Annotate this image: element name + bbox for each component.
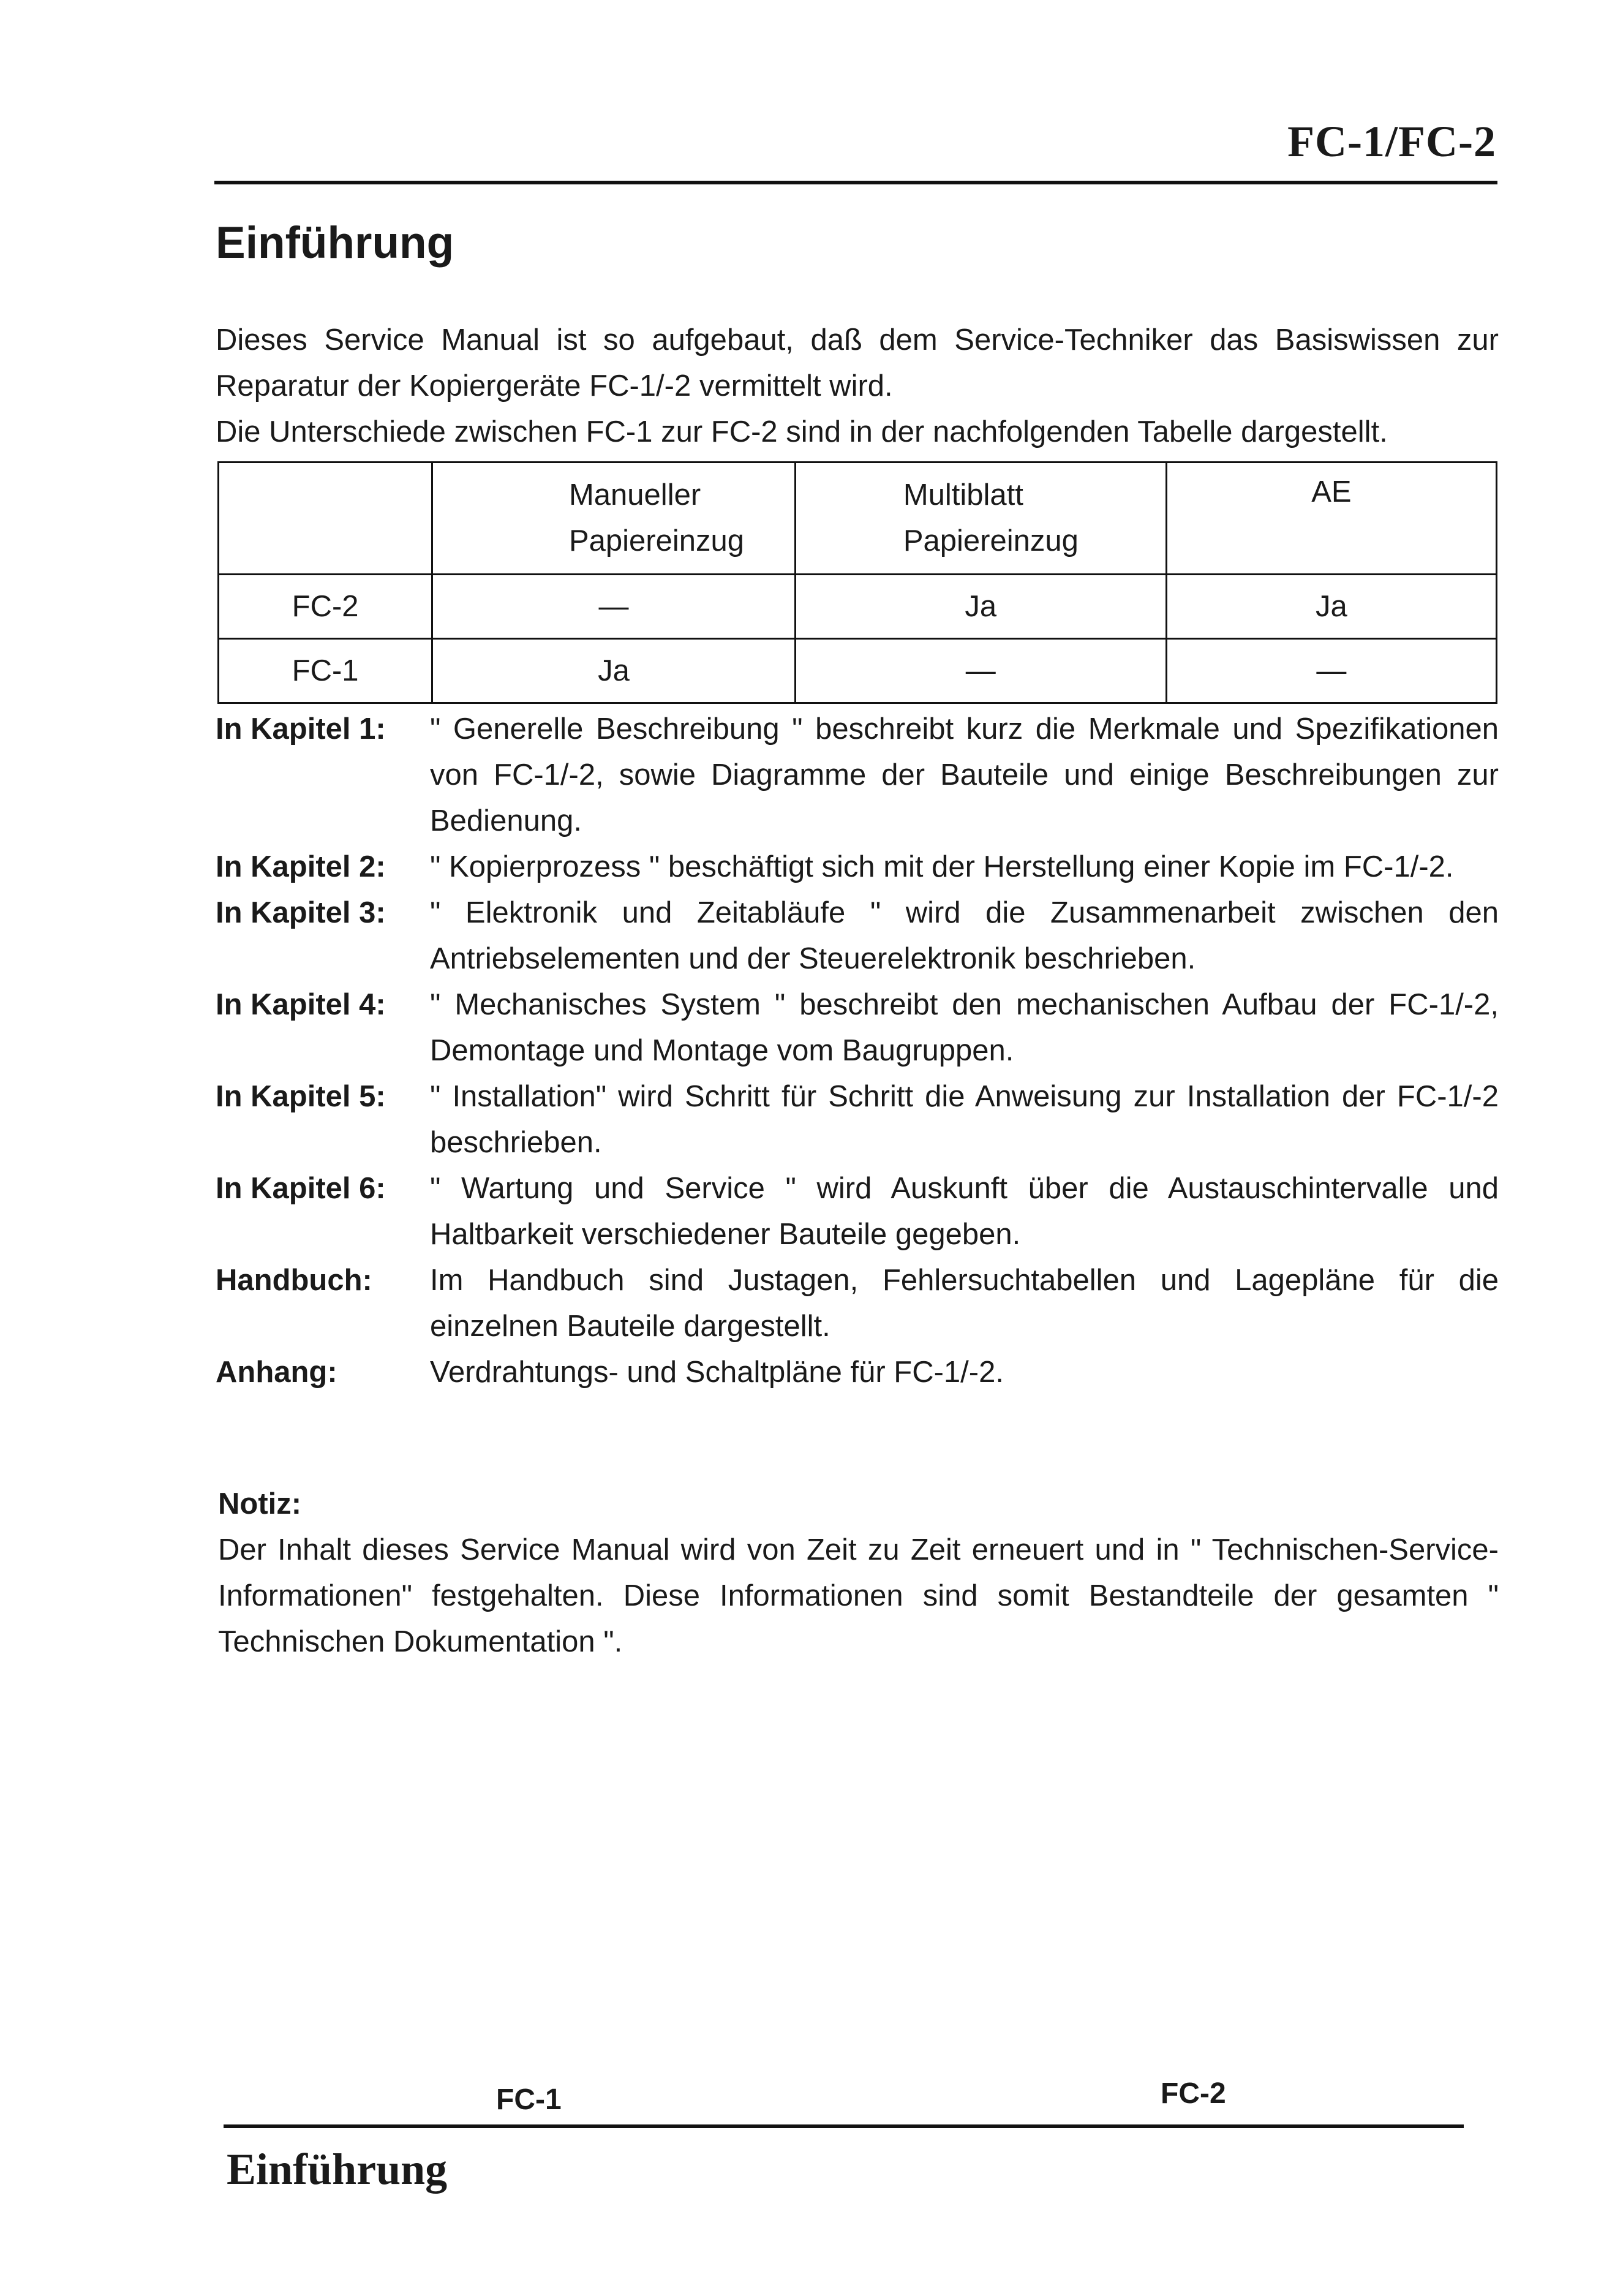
chapter-description: Im Handbuch sind Justagen, Fehlersuchtabellen und Lagepläne für die einzelnen Bauteile dargestellt. <box>430 1264 1499 1343</box>
note-section <box>218 1481 1499 1665</box>
table-header-ae-label: AE <box>1311 475 1352 508</box>
table-cell-model: FC-2 <box>219 575 432 639</box>
chapter-label: Handbuch: <box>216 1264 372 1297</box>
note-text: Der Inhalt dieses Service Manual wird von Zeit zu Zeit erneuert und in " Technischen-Service-Informationen" festgehalten. Diese Informationen sind somit Bestandteile der gesamten " Technischen Dokumentation ". <box>218 1533 1499 1658</box>
chapter-description: " Installation" wird Schritt für Schritt die Anweisung zur Installation der FC-1/-2 beschrieben. <box>430 1080 1499 1159</box>
table-header-manual <box>432 463 796 575</box>
table-header-multi-line2: Papiereinzug <box>903 524 1079 557</box>
intro-paragraph-2: Die Unterschiede zwischen FC-1 zur FC-2 sind in der nachfolgenden Tabelle dargestellt. <box>216 415 1388 448</box>
list-item <box>216 706 1499 844</box>
footer-model-left: FC-1 <box>496 2083 562 2116</box>
list-item <box>216 1166 1499 1258</box>
chapter-label: In Kapitel 4: <box>216 988 386 1021</box>
chapter-description: " Generelle Beschreibung " beschreibt kurz die Merkmale und Spezifikationen von FC-1/-2, sowie Diagramme der Bauteile und einige Beschreibungen zur Bedienung. <box>430 712 1499 837</box>
chapter-label: In Kapitel 6: <box>216 1172 386 1205</box>
comparison-table <box>217 461 1497 704</box>
table-header-manual-line1: Manueller <box>568 478 701 512</box>
table-header-empty <box>219 463 432 575</box>
header-rule <box>214 181 1497 184</box>
table-row <box>219 575 1497 639</box>
header-model-code: FC-1/FC-2 <box>1287 117 1496 166</box>
table-row <box>219 639 1497 703</box>
chapter-description: " Kopierprozess " beschäftigt sich mit der Herstellung einer Kopie im FC-1/-2. <box>430 850 1454 883</box>
footer-title: Einführung <box>227 2145 448 2194</box>
chapter-label: In Kapitel 1: <box>216 712 386 746</box>
note-label: Notiz: <box>218 1487 302 1520</box>
chapter-label: In Kapitel 5: <box>216 1080 386 1113</box>
chapter-label: In Kapitel 3: <box>216 896 386 929</box>
chapter-label: In Kapitel 2: <box>216 850 386 883</box>
footer-rule <box>224 2124 1464 2128</box>
chapter-label: Anhang: <box>216 1356 337 1389</box>
chapter-description: Verdrahtungs- und Schaltpläne für FC-1/-2. <box>430 1356 1004 1389</box>
table-cell-model: FC-1 <box>219 639 432 703</box>
table-cell-ae: Ja <box>1166 575 1496 639</box>
table-cell-manual: — <box>432 575 796 639</box>
table-header-row <box>219 463 1497 575</box>
list-item <box>216 1074 1499 1166</box>
table-header-manual-line2: Papiereinzug <box>568 524 745 557</box>
chapter-description: " Elektronik und Zeitabläufe " wird die Zusammenarbeit zwischen den Antriebselementen und der Steuerelektronik beschrieben. <box>430 896 1499 975</box>
list-item <box>216 1258 1499 1350</box>
list-item <box>216 982 1499 1074</box>
list-item <box>216 890 1499 982</box>
chapter-list <box>216 706 1499 1395</box>
table-header-ae <box>1166 463 1496 575</box>
chapter-description: " Mechanisches System " beschreibt den mechanischen Aufbau der FC-1/-2, Demontage und Montage vom Baugruppen. <box>430 988 1499 1067</box>
list-item <box>216 844 1499 890</box>
table-header-multi <box>795 463 1166 575</box>
table-cell-multi: Ja <box>795 575 1166 639</box>
page-title: Einführung <box>216 218 454 268</box>
intro-paragraph-1: Dieses Service Manual ist so aufgebaut, daß dem Service-Techniker das Basiswissen zur Reparatur der Kopiergeräte FC-1/-2 vermittelt wird. <box>216 323 1499 402</box>
table-cell-multi: — <box>795 639 1166 703</box>
chapter-description: " Wartung und Service " wird Auskunft über die Austauschintervalle und Haltbarkeit verschiedener Bauteile gegeben. <box>430 1172 1499 1251</box>
table-header-multi-line1: Multiblatt <box>903 478 1023 512</box>
intro-text <box>216 317 1499 455</box>
table-cell-ae: — <box>1166 639 1496 703</box>
footer-model-right: FC-2 <box>1161 2077 1226 2110</box>
table-cell-manual: Ja <box>432 639 796 703</box>
list-item <box>216 1350 1499 1395</box>
